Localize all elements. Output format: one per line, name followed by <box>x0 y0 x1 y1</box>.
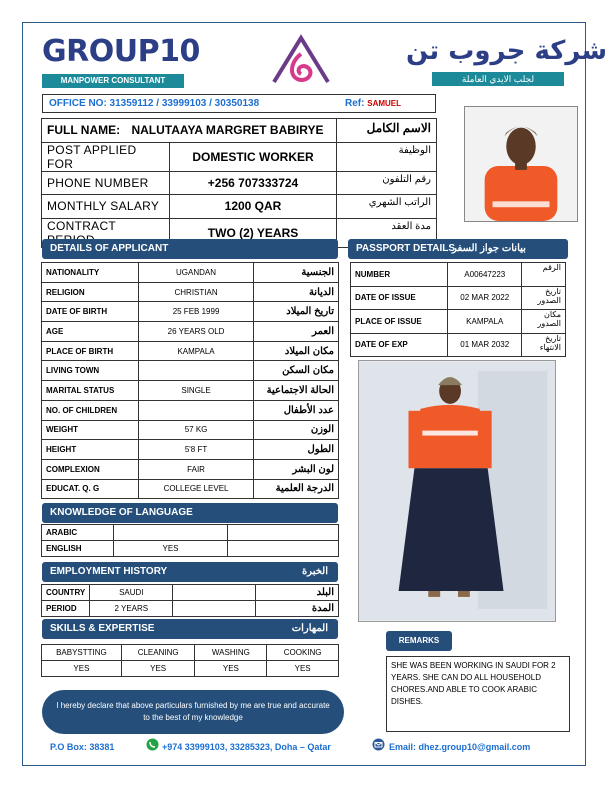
applicant-detail-label: COMPLEXION <box>42 459 139 479</box>
employment-value: SAUDI <box>90 585 173 601</box>
applicant-detail-value: KAMPALA <box>138 341 253 361</box>
passport-detail-row <box>351 286 566 310</box>
section-title: EMPLOYMENT HISTORY <box>50 566 168 577</box>
full-name-label-ar: الاسم الكامل <box>337 119 437 143</box>
applicant-detail-label: LIVING TOWN <box>42 361 139 381</box>
summary-value: 1200 QAR <box>169 195 337 219</box>
full-name-label: FULL NAME: <box>47 123 121 138</box>
applicant-detail-value: 26 YEARS OLD <box>138 322 253 342</box>
passport-detail-label: DATE OF ISSUE <box>351 286 448 310</box>
office-numbers: OFFICE NO: 31359112 / 33999103 / 30350138 <box>49 98 260 109</box>
passport-detail-label: PLACE OF ISSUE <box>351 310 448 334</box>
ref-label: Ref: <box>345 98 365 109</box>
summary-label-ar: مدة العقد <box>337 218 437 247</box>
applicant-detail-row <box>42 479 339 499</box>
email-icon <box>372 738 385 753</box>
summary-value: +256 707333724 <box>169 171 337 195</box>
section-title: DETAILS OF APPLICANT <box>50 243 169 254</box>
passport-detail-value: KAMPALA <box>448 310 522 334</box>
passport-detail-label-ar: الرقم <box>522 263 566 287</box>
applicant-detail-value: COLLEGE LEVEL <box>138 479 253 499</box>
summary-label: MONTHLY SALARY <box>42 195 170 219</box>
skill-value: YES <box>195 661 267 677</box>
language-extra <box>228 525 339 541</box>
applicant-detail-row <box>42 440 339 460</box>
skill-value: YES <box>121 661 195 677</box>
applicant-details-table <box>41 262 339 499</box>
summary-label-ar: الوظيفة <box>337 142 437 171</box>
applicant-detail-label: NATIONALITY <box>42 263 139 283</box>
passport-detail-label: DATE OF EXP <box>351 333 448 357</box>
applicant-detail-label-ar: الدرجة العلمية <box>254 479 339 499</box>
summary-label-ar: الراتب الشهري <box>337 195 437 219</box>
applicant-detail-value <box>138 400 253 420</box>
language-extra <box>228 541 339 557</box>
company-emblem-icon <box>268 32 334 88</box>
section-header-language <box>42 503 338 523</box>
applicant-detail-value: 5'8 FT <box>138 440 253 460</box>
applicant-detail-row <box>42 400 339 420</box>
reference <box>345 95 401 112</box>
section-header-applicant <box>42 239 338 259</box>
section-title-ar: بيانات جواز السفر <box>452 243 526 254</box>
remarks-text: SHE WAS BEEN WORKING IN SAUDI FOR 2 YEARS. SHE CAN DO ALL HOUSEHOLD CHORES.AND ABLE TO COOK ARABIC DISHES. <box>386 656 570 732</box>
full-name-value: NALUTAAYA MARGRET BABIRYE <box>131 123 324 138</box>
language-row <box>42 525 339 541</box>
applicant-detail-row <box>42 420 339 440</box>
applicant-detail-label-ar: الجنسية <box>254 263 339 283</box>
section-header-skills <box>42 619 338 639</box>
applicant-detail-label-ar: الوزن <box>254 420 339 440</box>
section-title: PASSPORT DETAILS <box>356 243 456 254</box>
passport-detail-label: NUMBER <box>351 263 448 287</box>
applicant-detail-label: HEIGHT <box>42 440 139 460</box>
employment-label-ar: المدة <box>255 601 338 617</box>
section-header-passport <box>348 239 568 259</box>
office-numbers-bar <box>42 94 436 113</box>
passport-detail-row <box>351 333 566 357</box>
applicant-detail-label: NO. OF CHILDREN <box>42 400 139 420</box>
applicant-detail-row <box>42 361 339 381</box>
applicant-detail-label-ar: الطول <box>254 440 339 460</box>
skill-header: COOKING <box>267 645 339 661</box>
company-logo-en: GROUP10 <box>42 34 200 69</box>
applicant-detail-label-ar: الديانة <box>254 282 339 302</box>
summary-label: CONTRACT <box>42 218 170 247</box>
section-title-ar: الخبرة <box>301 566 328 577</box>
applicant-detail-row <box>42 381 339 401</box>
passport-detail-row <box>351 263 566 287</box>
applicant-detail-label: DATE OF BIRTH <box>42 302 139 322</box>
applicant-portrait-photo <box>464 106 578 222</box>
passport-detail-value: 02 MAR 2022 <box>448 286 522 310</box>
applicant-detail-row <box>42 341 339 361</box>
language-label: ENGLISH <box>42 541 114 557</box>
footer-po-box: P.O Box: 38381 <box>50 742 115 752</box>
applicant-detail-row <box>42 302 339 322</box>
employment-value: 2 YEARS <box>90 601 173 617</box>
applicant-detail-label: EDUCAT. Q. G <box>42 479 139 499</box>
employment-blank <box>173 601 256 617</box>
applicant-detail-label: AGE <box>42 322 139 342</box>
applicant-detail-value: UGANDAN <box>138 263 253 283</box>
company-logo-ar: شركة جروب تن <box>406 36 608 66</box>
skill-header: WASHING <box>195 645 267 661</box>
employment-row <box>42 601 339 617</box>
employment-table <box>41 584 339 617</box>
applicant-detail-label: WEIGHT <box>42 420 139 440</box>
whatsapp-icon <box>146 738 159 753</box>
remarks-label: REMARKS <box>386 631 452 651</box>
employment-label: PERIOD <box>42 601 90 617</box>
applicant-detail-label: PLACE OF BIRTH <box>42 341 139 361</box>
passport-detail-label-ar: تاريخ الانتهاء <box>522 333 566 357</box>
passport-detail-value: 01 MAR 2032 <box>448 333 522 357</box>
applicant-detail-value <box>138 361 253 381</box>
applicant-summary-table <box>41 118 437 248</box>
section-title: KNOWLEDGE OF LANGUAGE <box>50 507 193 518</box>
applicant-detail-row <box>42 282 339 302</box>
summary-label: POST APPLIED FOR <box>42 142 170 171</box>
language-value <box>114 525 228 541</box>
skill-header: BABYSTTING <box>42 645 122 661</box>
summary-value: TWO (2) YEARS <box>169 218 337 247</box>
language-row <box>42 541 339 557</box>
language-value: YES <box>114 541 228 557</box>
applicant-detail-label-ar: الحالة الاجتماعية <box>254 381 339 401</box>
applicant-detail-row <box>42 322 339 342</box>
section-title-ar: المهارات <box>291 623 328 634</box>
passport-detail-label-ar: تاريخ الصدور <box>522 286 566 310</box>
skill-header: CLEANING <box>121 645 195 661</box>
applicant-detail-value: 57 KG <box>138 420 253 440</box>
company-tagline-en: MANPOWER CONSULTANT <box>42 74 184 88</box>
passport-details-table <box>350 262 566 357</box>
employment-label: COUNTRY <box>42 585 90 601</box>
applicant-detail-value: SINGLE <box>138 381 253 401</box>
applicant-detail-label-ar: مكان الميلاد <box>254 341 339 361</box>
applicant-fullbody-photo <box>358 360 556 622</box>
summary-row <box>42 142 437 171</box>
ref-value: SAMUEL <box>367 99 402 108</box>
summary-row <box>42 195 437 219</box>
summary-label-ar: رقم التلفون <box>337 171 437 195</box>
company-tagline-ar: لجلب الايدي العاملة <box>432 72 564 86</box>
skill-value: YES <box>42 661 122 677</box>
section-header-employment <box>42 562 338 582</box>
applicant-detail-label: RELIGION <box>42 282 139 302</box>
applicant-detail-label: MARITAL STATUS <box>42 381 139 401</box>
section-title: SKILLS & EXPERTISE <box>50 623 155 634</box>
summary-label: PHONE NUMBER <box>42 171 170 195</box>
full-name-row <box>42 119 437 143</box>
applicant-detail-label-ar: تاريخ الميلاد <box>254 302 339 322</box>
applicant-detail-row <box>42 263 339 283</box>
skills-value-row <box>42 661 339 677</box>
summary-value: DOMESTIC WORKER <box>169 142 337 171</box>
summary-row <box>42 171 437 195</box>
skill-value: YES <box>267 661 339 677</box>
passport-detail-value: A00647223 <box>448 263 522 287</box>
passport-detail-row <box>351 310 566 334</box>
employment-row <box>42 585 339 601</box>
applicant-detail-row <box>42 459 339 479</box>
applicant-detail-value: CHRISTIAN <box>138 282 253 302</box>
applicant-detail-label-ar: العمر <box>254 322 339 342</box>
applicant-detail-value: 25 FEB 1999 <box>138 302 253 322</box>
skills-table <box>41 644 339 677</box>
applicant-detail-label-ar: لون البشر <box>254 459 339 479</box>
footer-phones: +974 33999103, 33285323, Doha – Qatar <box>162 742 331 752</box>
declaration-box: I hereby declare that above particulars furnished by me are true and accurate to the best of my knowledge <box>42 690 344 734</box>
employment-blank <box>173 585 256 601</box>
language-label: ARABIC <box>42 525 114 541</box>
language-table <box>41 524 339 557</box>
applicant-detail-label-ar: مكان السكن <box>254 361 339 381</box>
employment-label-ar: البلد <box>255 585 338 601</box>
footer-email: Email: dhez.group10@gmail.com <box>389 742 531 752</box>
skills-header-row <box>42 645 339 661</box>
applicant-detail-value: FAIR <box>138 459 253 479</box>
applicant-detail-label-ar: عدد الأطفال <box>254 400 339 420</box>
passport-detail-label-ar: مكان الصدور <box>522 310 566 334</box>
